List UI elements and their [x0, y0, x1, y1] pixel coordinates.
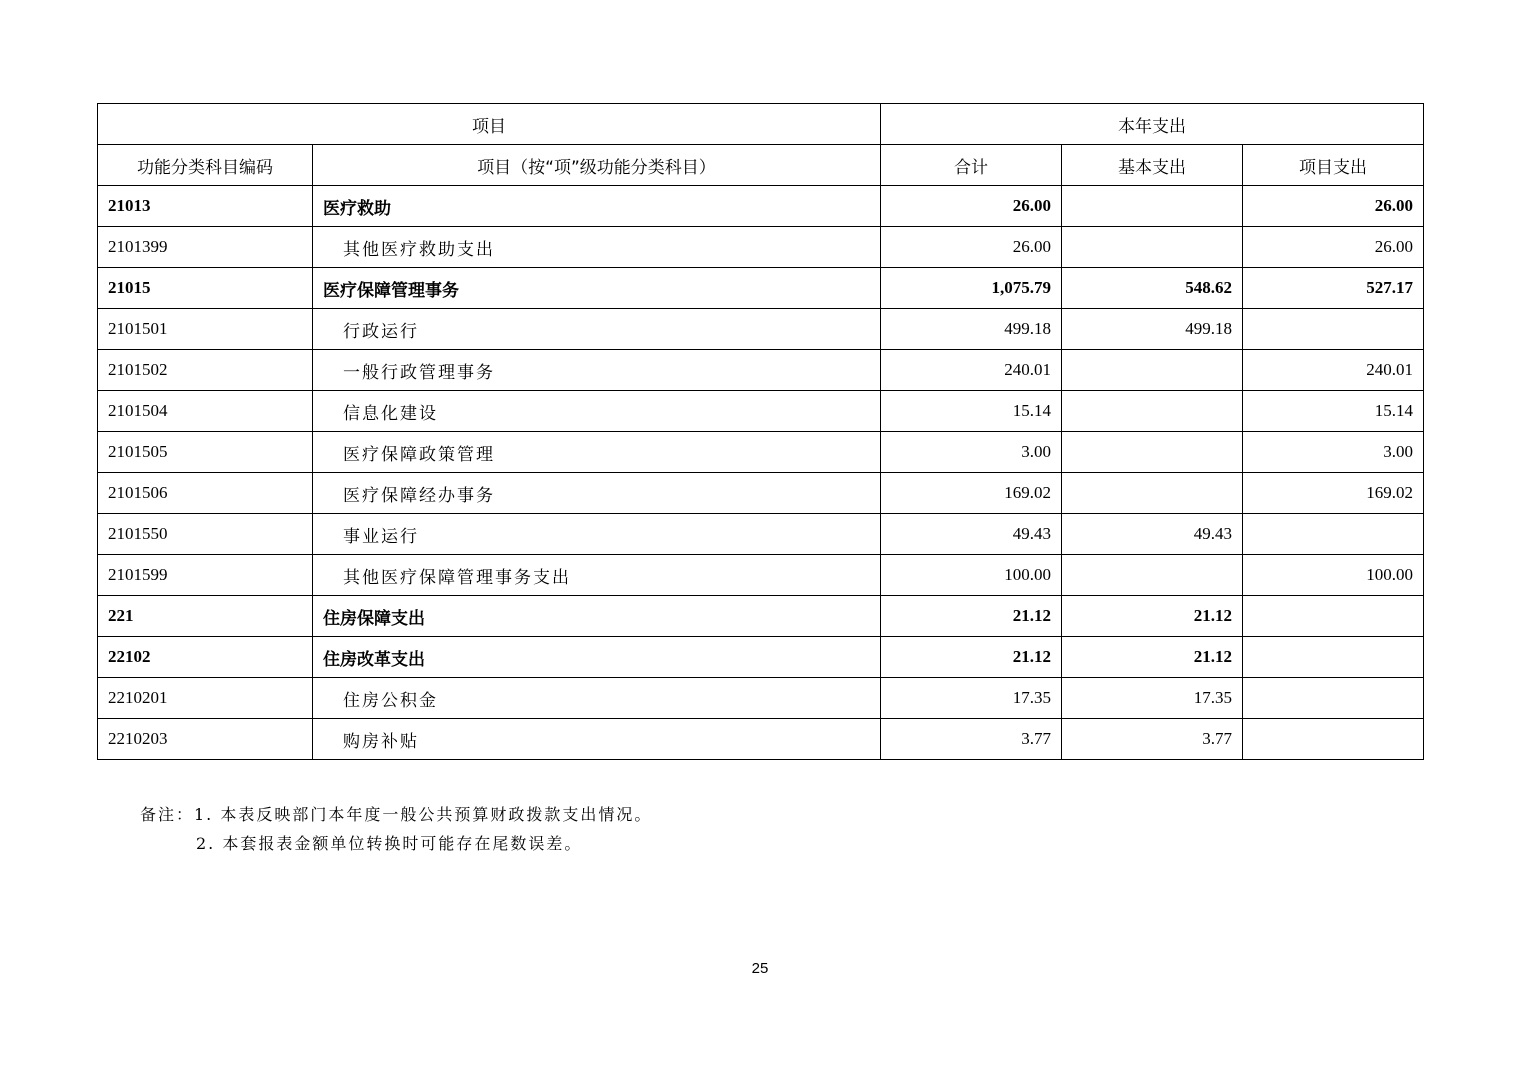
cell-name: 其他医疗救助支出	[313, 227, 881, 268]
cell-name: 住房改革支出	[313, 637, 881, 678]
table-row	[98, 555, 1424, 596]
cell-name: 住房公积金	[313, 678, 881, 719]
cell-code: 221	[98, 596, 313, 637]
table-row	[98, 596, 1424, 637]
cell-name: 购房补贴	[313, 719, 881, 760]
cell-basic: 49.43	[1062, 514, 1243, 555]
cell-code: 21015	[98, 268, 313, 309]
table-row	[98, 268, 1424, 309]
cell-project: 240.01	[1243, 350, 1424, 391]
remark-line-2: 2. 本套报表金额单位转换时可能存在尾数误差。	[196, 834, 583, 853]
cell-total: 26.00	[881, 186, 1062, 227]
cell-total: 26.00	[881, 227, 1062, 268]
table-row	[98, 719, 1424, 760]
header-total: 合计	[881, 145, 1062, 186]
cell-project: 15.14	[1243, 391, 1424, 432]
cell-project	[1243, 637, 1424, 678]
cell-total: 21.12	[881, 596, 1062, 637]
cell-basic	[1062, 350, 1243, 391]
cell-project: 3.00	[1243, 432, 1424, 473]
remark-line-1: 备注：1. 本表反映部门本年度一般公共预算财政拨款支出情况。	[140, 805, 653, 824]
expenditure-table	[97, 103, 1424, 760]
cell-code: 2210201	[98, 678, 313, 719]
table-row	[98, 186, 1424, 227]
table-row	[98, 432, 1424, 473]
cell-basic: 21.12	[1062, 596, 1243, 637]
cell-basic	[1062, 555, 1243, 596]
cell-project: 527.17	[1243, 268, 1424, 309]
table-row	[98, 678, 1424, 719]
cell-project: 100.00	[1243, 555, 1424, 596]
cell-basic: 17.35	[1062, 678, 1243, 719]
cell-total: 17.35	[881, 678, 1062, 719]
cell-project	[1243, 596, 1424, 637]
cell-total: 3.77	[881, 719, 1062, 760]
table-row	[98, 637, 1424, 678]
cell-name: 一般行政管理事务	[313, 350, 881, 391]
cell-basic	[1062, 186, 1243, 227]
header-code: 功能分类科目编码	[98, 145, 313, 186]
table-row	[98, 350, 1424, 391]
header-project: 项目支出	[1243, 145, 1424, 186]
cell-code: 2101506	[98, 473, 313, 514]
page-number: 25	[751, 960, 769, 977]
cell-name: 事业运行	[313, 514, 881, 555]
table-row	[98, 391, 1424, 432]
header-column-row	[98, 145, 1424, 186]
cell-name: 医疗保障政策管理	[313, 432, 881, 473]
cell-total: 100.00	[881, 555, 1062, 596]
table-row	[98, 473, 1424, 514]
cell-basic: 499.18	[1062, 309, 1243, 350]
cell-code: 2101550	[98, 514, 313, 555]
cell-code: 2210203	[98, 719, 313, 760]
header-group-spend: 本年支出	[881, 104, 1424, 145]
header-group-row	[98, 104, 1424, 145]
cell-project: 169.02	[1243, 473, 1424, 514]
header-basic: 基本支出	[1062, 145, 1243, 186]
cell-basic: 3.77	[1062, 719, 1243, 760]
cell-basic	[1062, 227, 1243, 268]
cell-code: 2101504	[98, 391, 313, 432]
cell-name: 信息化建设	[313, 391, 881, 432]
cell-name: 医疗保障经办事务	[313, 473, 881, 514]
cell-name: 行政运行	[313, 309, 881, 350]
cell-code: 21013	[98, 186, 313, 227]
cell-basic	[1062, 473, 1243, 514]
table-row	[98, 227, 1424, 268]
table-row	[98, 514, 1424, 555]
header-name: 项目（按“项”级功能分类科目）	[313, 145, 881, 186]
header-group-item: 项目	[98, 104, 881, 145]
cell-total: 169.02	[881, 473, 1062, 514]
cell-basic: 21.12	[1062, 637, 1243, 678]
cell-code: 22102	[98, 637, 313, 678]
cell-total: 1,075.79	[881, 268, 1062, 309]
table-row	[98, 309, 1424, 350]
cell-name: 医疗救助	[313, 186, 881, 227]
cell-code: 2101599	[98, 555, 313, 596]
cell-name: 医疗保障管理事务	[313, 268, 881, 309]
cell-project: 26.00	[1243, 227, 1424, 268]
remarks	[140, 800, 652, 858]
cell-project	[1243, 719, 1424, 760]
cell-total: 240.01	[881, 350, 1062, 391]
cell-code: 2101501	[98, 309, 313, 350]
cell-project	[1243, 309, 1424, 350]
cell-code: 2101505	[98, 432, 313, 473]
cell-basic: 548.62	[1062, 268, 1243, 309]
cell-total: 21.12	[881, 637, 1062, 678]
cell-basic	[1062, 391, 1243, 432]
cell-project: 26.00	[1243, 186, 1424, 227]
cell-name: 其他医疗保障管理事务支出	[313, 555, 881, 596]
cell-total: 499.18	[881, 309, 1062, 350]
cell-basic	[1062, 432, 1243, 473]
cell-name: 住房保障支出	[313, 596, 881, 637]
cell-code: 2101502	[98, 350, 313, 391]
cell-total: 3.00	[881, 432, 1062, 473]
cell-total: 49.43	[881, 514, 1062, 555]
cell-code: 2101399	[98, 227, 313, 268]
cell-project	[1243, 678, 1424, 719]
cell-project	[1243, 514, 1424, 555]
cell-total: 15.14	[881, 391, 1062, 432]
